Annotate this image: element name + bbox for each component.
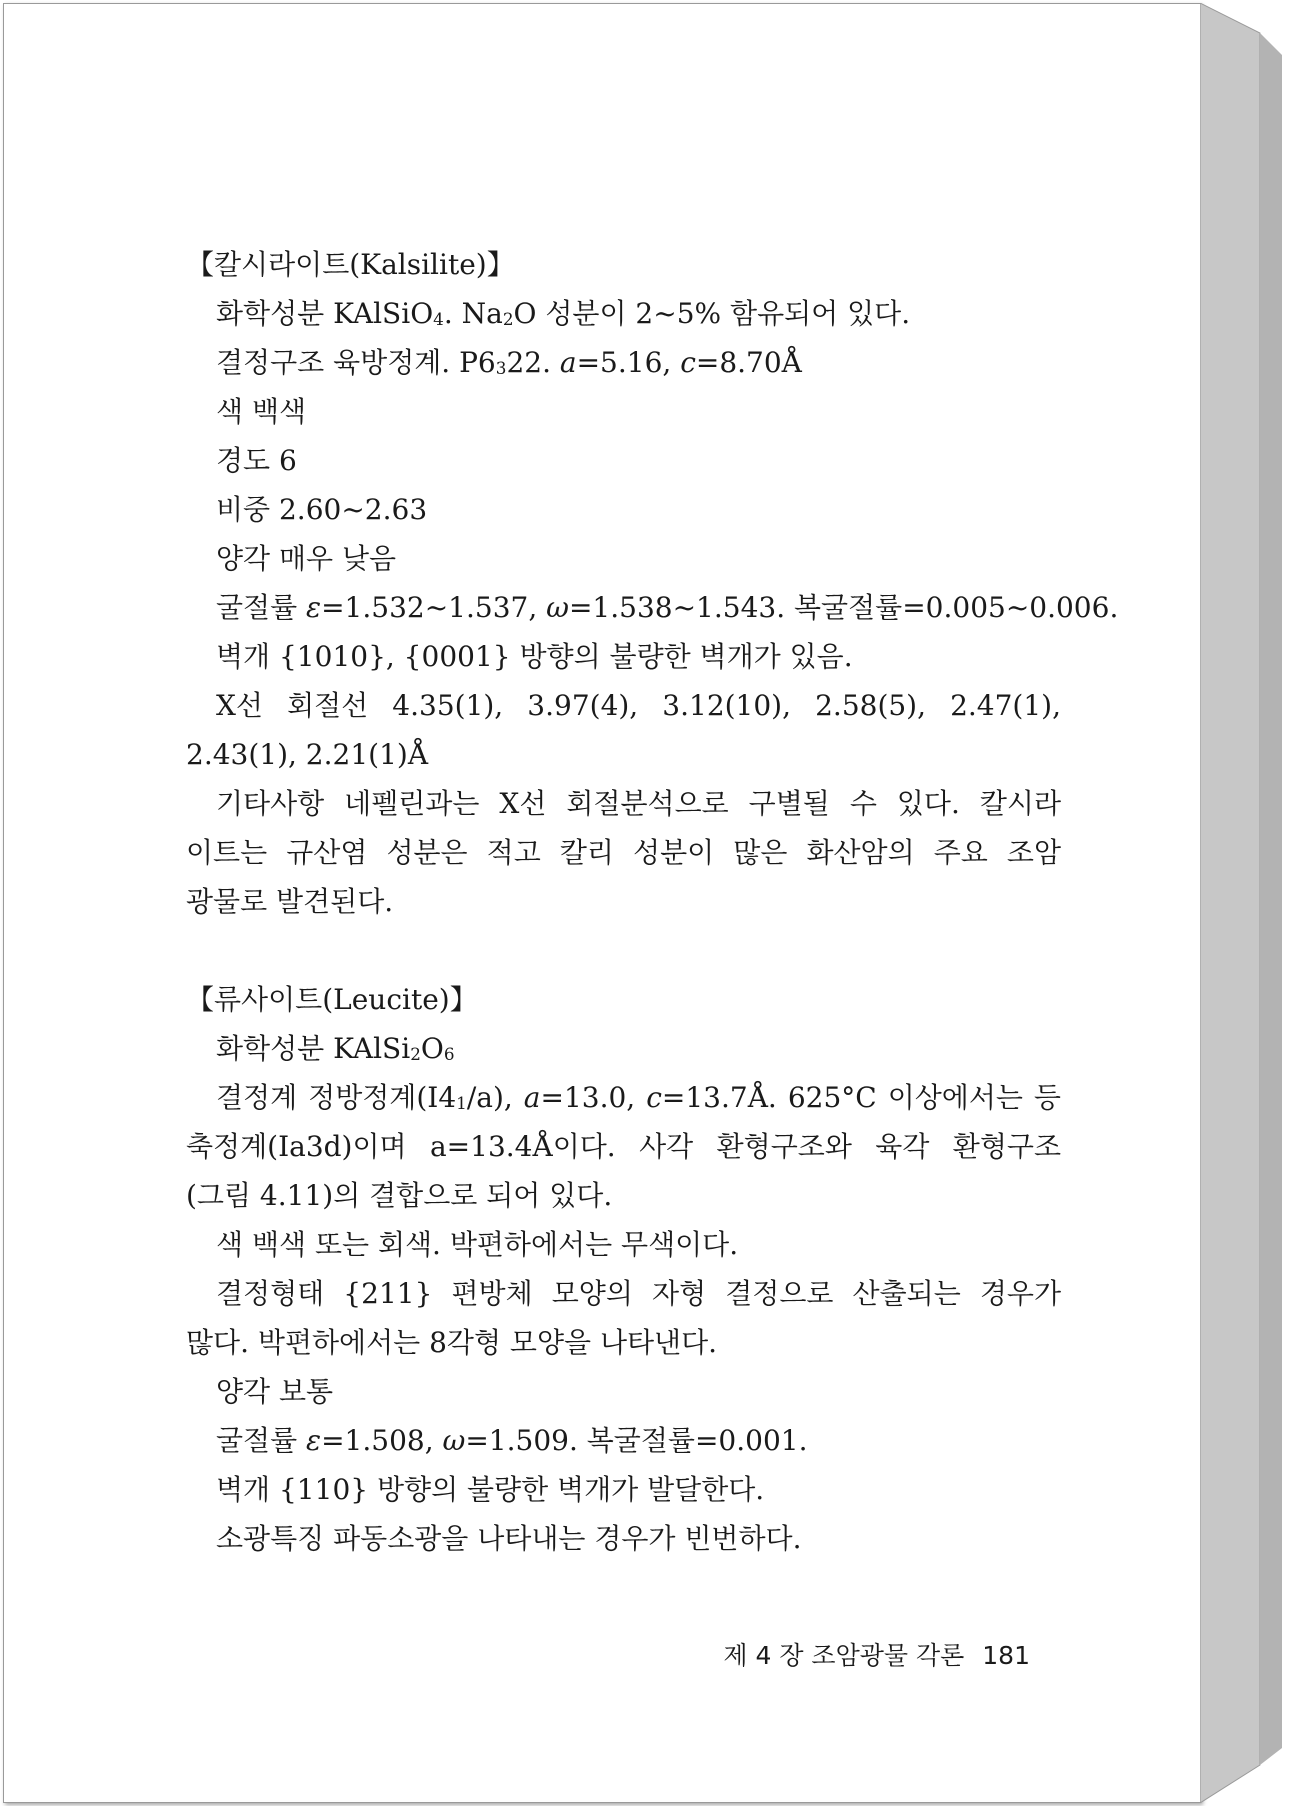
kalsilite-xray-line-2: 2.43(1), 2.21(1)Å xyxy=(186,738,429,771)
leucite-color: 색 백색 또는 회색. 박편하에서는 무색이다. xyxy=(216,1228,739,1261)
kalsilite-notes-line-2: 이트는 규산염 성분은 적고 칼리 성분이 많은 화산암의 주요 조암 xyxy=(186,836,1061,869)
leucite-structure-line-2: 축정계(Ia3d)이며 a=13.4Å이다. 사각 환형구조와 육각 환형구조 xyxy=(186,1130,1061,1163)
kalsilite-color: 색 백색 xyxy=(216,395,307,428)
leucite-habit-line-2: 많다. 박편하에서는 8각형 모양을 나타낸다. xyxy=(186,1326,718,1359)
page-number: 181 xyxy=(982,1641,1030,1670)
kalsilite-chemistry: 화학성분 KAlSiO$_4$. $Na_2O$ 성분이 2~5% 함유되어 있다. xyxy=(216,297,911,330)
kalsilite-specific-gravity: 비중 2.60~2.63 xyxy=(216,493,428,526)
leucite-cleavage: 벽개 {110} 방향의 불량한 벽개가 발달한다. xyxy=(216,1473,765,1506)
kalsilite-xray-line-1: X선 회절선 4.35(1), 3.97(4), 3.12(10), 2.58(5), 2.47(1), xyxy=(216,689,1061,722)
kalsilite-notes-line-3: 광물로 발견된다. xyxy=(186,885,394,918)
leucite-chemistry: 화학성분 $KAlSi_2O_6$ xyxy=(216,1032,455,1065)
leucite-structure-line-3: (그림 4.11)의 결합으로 되어 있다. xyxy=(186,1179,613,1212)
page-content xyxy=(186,240,1119,1563)
kalsilite-structure: 결정구조 육방정계. $P6_322$. a=5.16, c=8.70Å xyxy=(216,346,802,379)
chapter-title: 제 4 장 조암광물 각론 xyxy=(723,1641,965,1670)
kalsilite-refraction: 굴절률 ε=1.532~1.537, ω=1.538~1.543. 복굴절률=0.005~0.006. xyxy=(216,591,1119,624)
kalsilite-relief: 양각 매우 낮음 xyxy=(216,542,397,575)
book-edge xyxy=(1200,3,1296,1803)
section-heading-kalsilite: 【칼시라이트(Kalsilite)】 xyxy=(186,248,515,281)
kalsilite-notes-line-1: 기타사항 네펠린과는 X선 회절분석으로 구별될 수 있다. 칼시라 xyxy=(216,787,1061,820)
page-footer xyxy=(700,1636,1030,1672)
leucite-extinction: 소광특징 파동소광을 나타내는 경우가 빈번하다. xyxy=(216,1522,802,1555)
leucite-structure-line-1: 결정계 정방정계$(I4_1/a)$, a=13.0, c=13.7Å. 625°C 이상에서는 등 xyxy=(216,1081,1061,1114)
section-heading-leucite: 【류사이트(Leucite)】 xyxy=(186,983,478,1016)
leucite-refraction: 굴절률 ε=1.508, ω=1.509. 복굴절률=0.001. xyxy=(216,1424,808,1457)
kalsilite-hardness: 경도 6 xyxy=(216,444,297,477)
leucite-relief: 양각 보통 xyxy=(216,1375,334,1408)
kalsilite-cleavage: 벽개 {1010}, {0001} 방향의 불량한 벽개가 있음. xyxy=(216,640,853,673)
leucite-habit-line-1: 결정형태 {211} 편방체 모양의 자형 결정으로 산출되는 경우가 xyxy=(216,1277,1061,1310)
